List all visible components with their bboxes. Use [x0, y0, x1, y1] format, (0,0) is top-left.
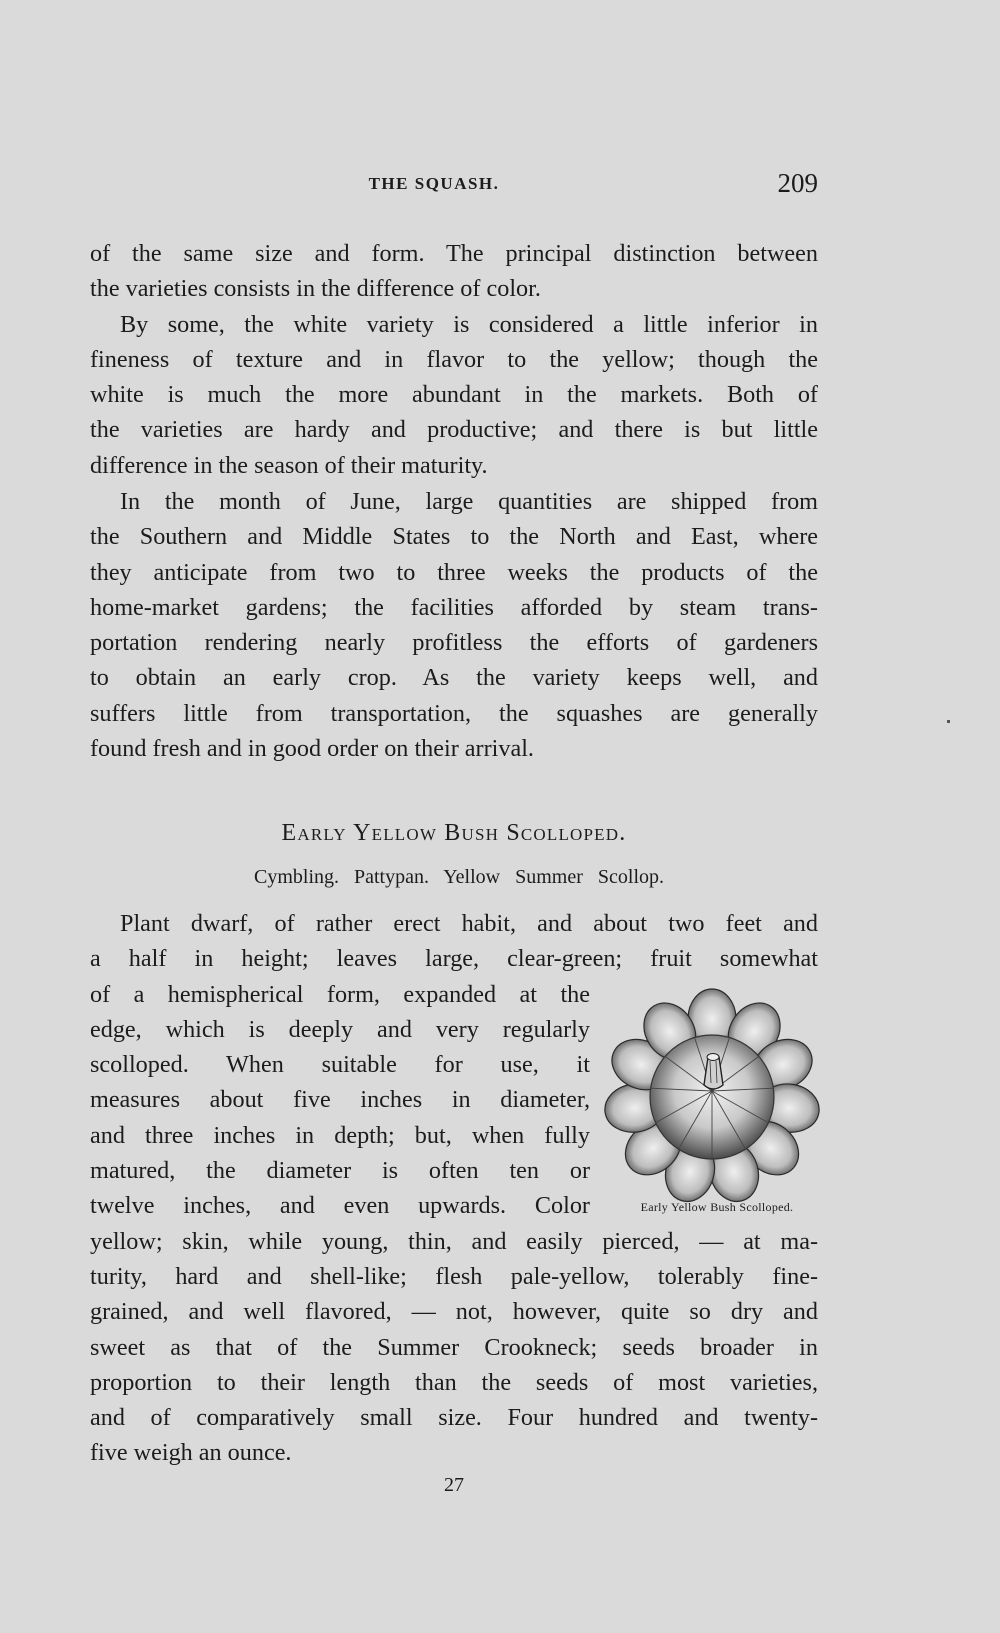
opening-paragraphs — [90, 236, 818, 483]
text-line: of the same size and form. The principal distinction between — [90, 240, 818, 267]
text-line: the Southern and Middle States to the North and East, where — [90, 523, 818, 551]
text-line: Plant dwarf, of rather erect habit, and about two feet and — [120, 910, 818, 937]
scalloped-squash-icon — [600, 985, 830, 1215]
text-line: By some, the white variety is considered a little inferior in — [120, 310, 818, 338]
text-line: and of comparatively small size. Four hundred and twenty- — [90, 1404, 818, 1432]
text-line: scolloped. When suitable for use, it — [90, 1051, 590, 1079]
text-line: five weigh an ounce. — [90, 1439, 292, 1467]
running-head — [90, 168, 818, 198]
text-line: found fresh and in good order on their arrival. — [90, 735, 534, 763]
text-line: and three inches in depth; but, when fully — [90, 1121, 590, 1149]
text-line: difference in the season of their maturity. — [90, 451, 488, 479]
text-line: portation rendering nearly profitless the efforts of gardeners — [90, 629, 818, 657]
text-line: edge, which is deeply and very regularly — [90, 1015, 590, 1043]
text-line: the varieties are hardy and productive; and there is but little — [90, 416, 818, 444]
text-line: turity, hard and shell-like; flesh pale-yellow, tolerably fine- — [90, 1262, 818, 1290]
figure-caption: Early Yellow Bush Scolloped. — [640, 1200, 794, 1214]
text-line: the varieties consists in the difference of color. — [90, 275, 541, 303]
text-line: sweet as that of the Summer Crookneck; seeds broader in — [90, 1333, 818, 1361]
text-line: to obtain an early crop. As the variety keeps well, and — [90, 664, 818, 692]
signature-mark: 27 — [444, 1474, 464, 1496]
text-line: proportion to their length than the seeds of most varieties, — [90, 1368, 818, 1396]
text-line: In the month of June, large quantities are shipped from — [120, 488, 818, 515]
text-line: fineness of texture and in flavor to the yellow; though the — [90, 345, 818, 373]
text-line: white is much the more abundant in the markets. Both of — [90, 381, 818, 409]
squash-illustration — [600, 985, 830, 1215]
text-line: of a hemispherical form, expanded at the — [90, 980, 590, 1008]
running-title: THE SQUASH. — [368, 174, 500, 193]
print-speck — [947, 720, 950, 723]
text-line: they anticipate from two to three weeks the products of the — [90, 558, 818, 586]
text-line: measures about five inches in diameter, — [90, 1086, 590, 1114]
june-paragraph — [90, 484, 818, 766]
text-line: yellow; skin, while young, thin, and easily pierced, — at ma- — [90, 1227, 818, 1255]
text-line: twelve inches, and even upwards. Color — [90, 1192, 590, 1220]
text-line: suffers little from transportation, the squashes are generally — [90, 699, 818, 727]
text-line: a half in height; leaves large, clear-green; fruit somewhat — [90, 945, 818, 973]
text-line: home-market gardens; the facilities afforded by steam trans- — [90, 593, 818, 621]
section-heading: Early Yellow Bush Scolloped. — [281, 820, 627, 846]
text-line: matured, the diameter is often ten or — [90, 1157, 590, 1185]
text-line: grained, and well flavored, — not, however, quite so dry and — [90, 1298, 818, 1326]
synonyms-line: Cymbling. Pattypan. Yellow Summer Scollop. — [253, 866, 665, 888]
page-number: 209 — [777, 168, 818, 198]
